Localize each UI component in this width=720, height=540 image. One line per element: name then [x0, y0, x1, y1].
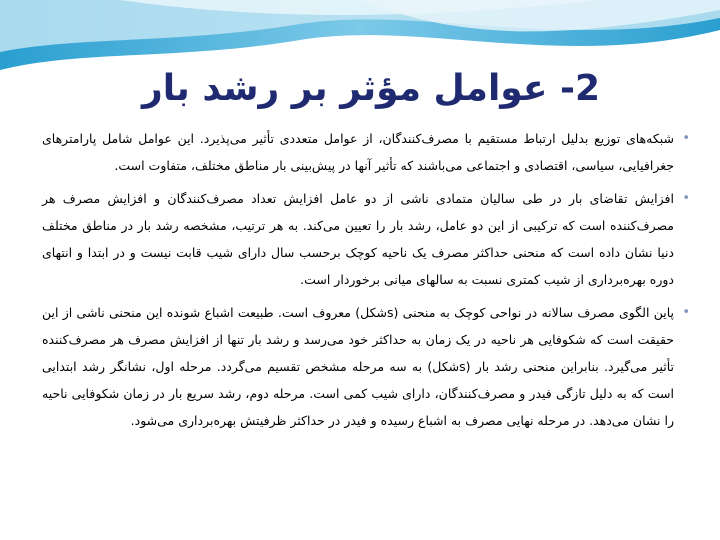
slide-content: [42, 125, 690, 440]
slide-title: 2- عوامل مؤثر بر رشد بار: [142, 68, 600, 109]
bullet-text: پاین الگوی مصرف سالانه در نواحی کوچک به منحنی (sشکل) معروف است. طبیعت اشباع شونده این منحنی ناشی از این حقیقت است که شکوفایی هر ناحیه در یک زمان به حداکثر خود می‌رسد و رشد بار تنها از افزایش مصرف هر مصرف‌کننده تأثیر می‌گیرد. بنابراین منحنی رشد بار (sشکل) به سه مرحله مشخص تقسیم می‌گردد. مرحله اول، نشانگر رشد ابتدایی است که به دلیل تازگی فیدر و مصرف‌کنندگان، دارای شیب کمی است. مرحله دوم، رشد سریع بار در زمان شکوفایی ناحیه را نشان می‌دهد. در مرحله نهایی مصرف به اشباع رسیده و فیدر در حداکثر ظرفیتش بهره‌برداری می‌شود.: [42, 305, 675, 428]
bullet-text: شبکه‌های توزیع بدلیل ارتباط مستقیم با مصرف‌کنندگان، از عوامل متعددی تأثیر می‌پذیرد. این عوامل شامل پارامترهای جغرافیایی، سیاسی، اقتصادی و اجتماعی می‌باشند که تأثیر آنها در پیش‌بینی بار مناطق مختلف، متفاوت است.: [42, 131, 674, 173]
bullet-item: [42, 125, 690, 179]
bullet-dot-icon: •: [682, 191, 690, 206]
bullet-dot-icon: •: [682, 305, 690, 320]
bullet-dot-icon: •: [682, 131, 690, 146]
bullet-item: [42, 299, 690, 434]
header-wave-decoration: [0, 0, 720, 70]
bullet-item: [42, 185, 690, 293]
bullet-text: افزایش تقاضای بار در طی سالیان متمادی ناشی از دو عامل افزایش تعداد مصرف‌کنندگان و افزایش مصرف هر مصرف‌کننده است که ترکیبی از این دو عامل، رشد بار را تعیین می‌کند. به هر ترتیب، مشخصه رشد بار در مناطق مختلف دنیا نشان داده است که منحنی حداکثر مصرف یک ناحیه کوچک برحسب سال دارای شیب قابت نیست و در ابتدا و انتهای دوره بهره‌برداری از شیب کمتری نسبت به سالهای میانی برخوردار است.: [42, 191, 674, 287]
